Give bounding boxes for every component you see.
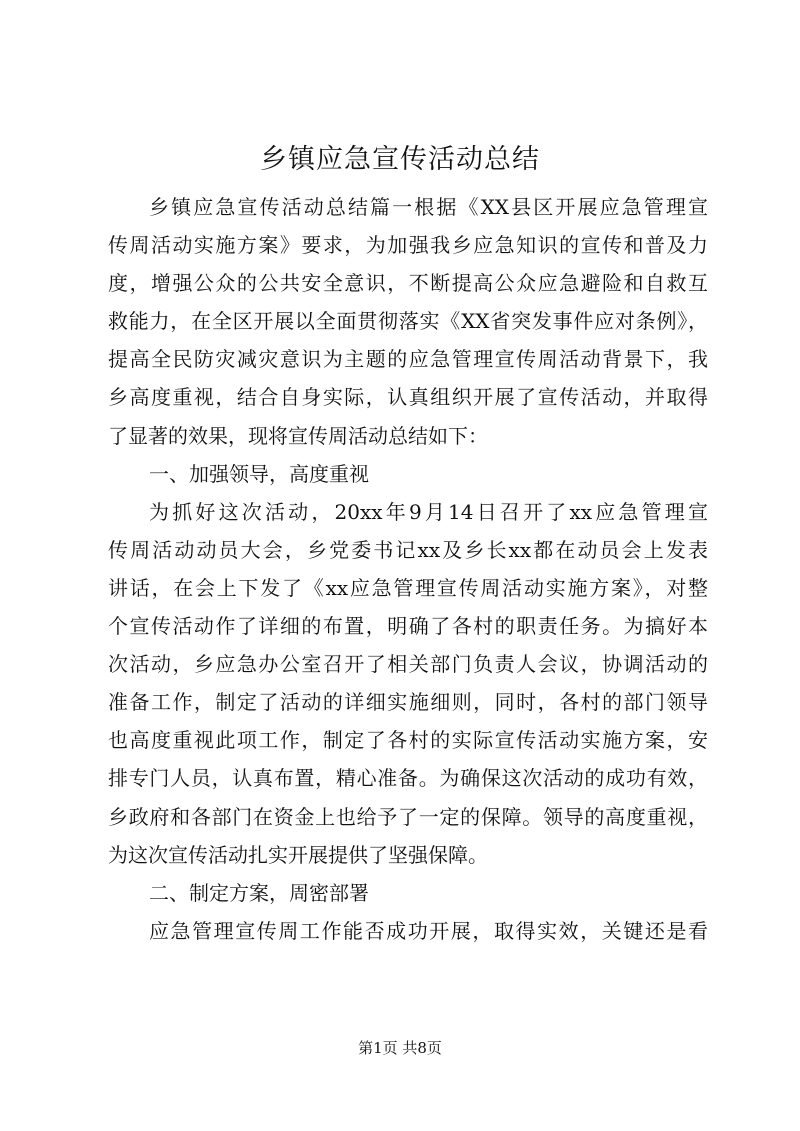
paragraph-line: 乡镇应急宣传活动总结篇一根据《XX县区开展应急管理宣 (149, 195, 708, 219)
paragraph-line: 应急管理宣传周工作能否成功开展，取得实效，关键还是看 (149, 918, 708, 943)
paragraph-line: 讲话，在会上下发了《xx应急管理宣传周活动实施方案》，对整 (108, 575, 708, 600)
paragraph-line: 传周活动动员大会，乡党委书记xx及乡长xx都在动员会上发表 (108, 537, 708, 562)
paragraph-line: 排专门人员，认真布置，精心准备。为确保这次活动的成功有效， (108, 766, 708, 791)
paragraph-line: 次活动，乡应急办公室召开了相关部门负责人会议，协调活动的 (108, 652, 708, 677)
paragraph-line: 为抓好这次活动，20xx年9月14日召开了xx应急管理宣 (149, 499, 708, 524)
paragraph-line: 为这次宣传活动扎实开展提供了坚强保障。 (108, 842, 488, 867)
paragraph-line: 乡高度重视，结合自身实际，认真组织开展了宣传活动，并取得 (108, 385, 708, 410)
section-heading: 一、加强领导，高度重视 (149, 461, 369, 486)
paragraph-line: 乡政府和各部门在资金上也给予了一定的保障。领导的高度重视， (108, 804, 708, 829)
paragraph-line: 准备工作，制定了活动的详细实施细则，同时，各村的部门领导 (108, 690, 708, 715)
paragraph-line: 提高全民防灾减灾意识为主题的应急管理宣传周活动背景下，我 (108, 347, 708, 372)
document-body (108, 188, 708, 950)
paragraph-line: 也高度重视此项工作，制定了各村的实际宣传活动实施方案，安 (108, 728, 708, 753)
document-title: 乡镇应急宣传活动总结 (260, 144, 540, 175)
paragraph-line: 度，增强公众的公共安全意识，不断提高公众应急避险和自救互 (108, 271, 708, 296)
paragraph-line: 救能力，在全区开展以全面贯彻落实《XX省突发事件应对条例》， (108, 309, 708, 334)
page-number: 第1页 共8页 (358, 1039, 442, 1057)
section-heading: 二、制定方案，周密部署 (149, 880, 369, 905)
paragraph-line: 个宣传活动作了详细的布置，明确了各村的职责任务。为搞好本 (108, 614, 708, 639)
paragraph-line: 了显著的效果，现将宣传周活动总结如下： (108, 423, 488, 448)
paragraph-line: 传周活动实施方案》要求，为加强我乡应急知识的宣传和普及力 (108, 233, 708, 258)
